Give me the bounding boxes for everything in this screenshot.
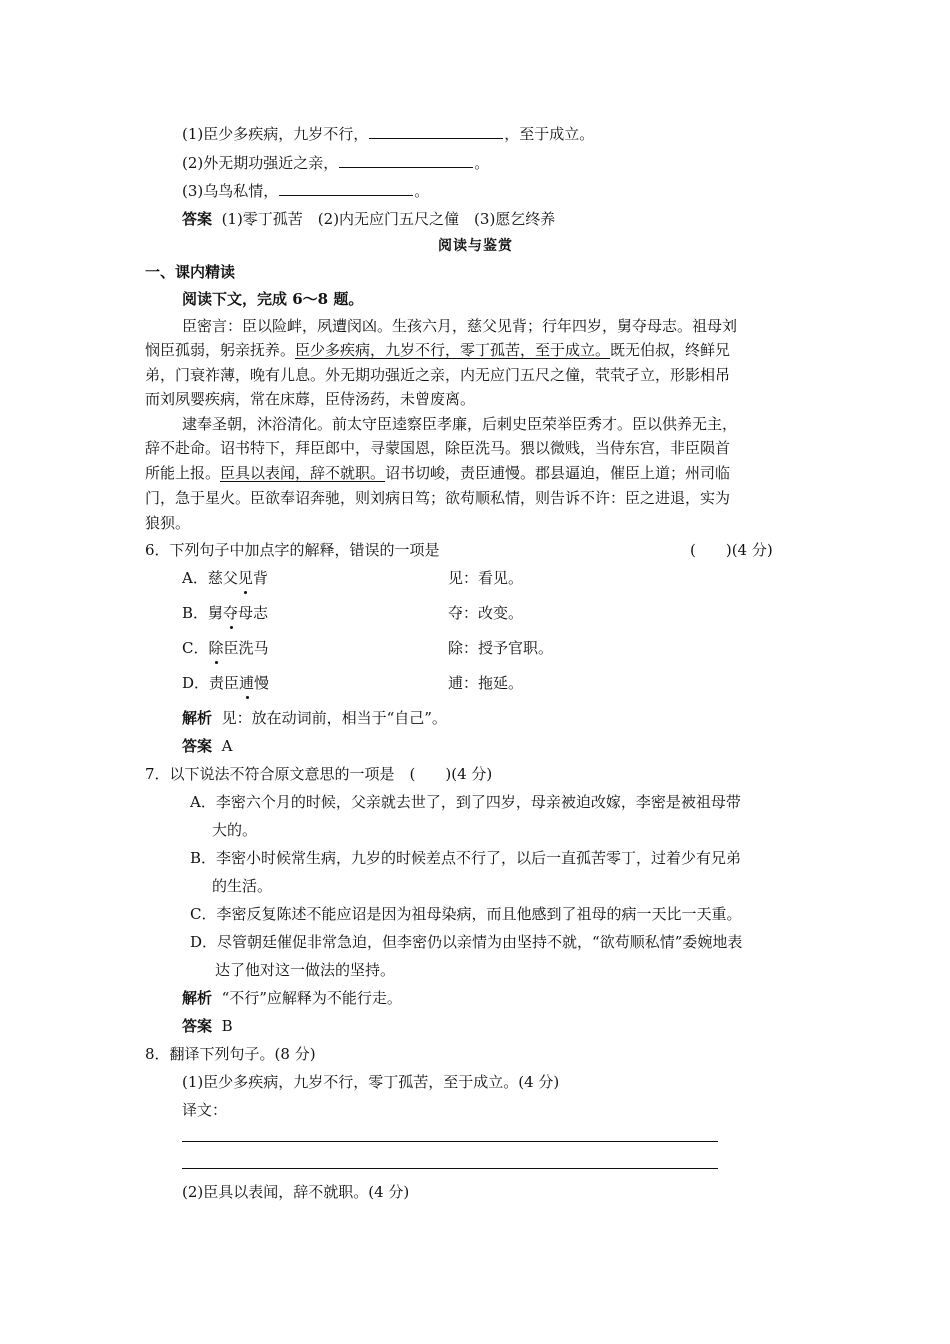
answer-text: (1)零丁孤苦 (2)内无应门五尺之僮 (3)愿乞终养	[221, 210, 556, 228]
analysis-label: 解析	[182, 989, 213, 1007]
passage-text: 悯臣孤弱，躬亲抚养。	[145, 341, 296, 359]
answer-text: B	[221, 1017, 233, 1035]
section-title: 阅读与鉴赏	[438, 238, 513, 254]
answer-text: A	[221, 737, 233, 755]
answer-label: 答案	[182, 1017, 213, 1035]
question-7-analysis	[182, 988, 402, 1008]
option-text: 臣洗马	[223, 639, 269, 657]
question-6-stem: 6．下列句子中加点字的解释，错误的一项是	[145, 541, 440, 559]
part-title: 一、课内精读	[145, 263, 236, 281]
option-text: B．舅	[182, 604, 224, 622]
option-text: 慢	[254, 674, 270, 692]
answer-line[interactable]	[182, 1141, 718, 1142]
passage-line: 门，急于星火。臣欲奉诏奔驰，则刘病日笃；欲苟顺私情，则告诉不许：臣之进退，实为	[145, 489, 731, 507]
option-d[interactable]: D．尽管朝廷催促非常急迫，但李密仍以亲情为由坚持不就，“欲苟顺私情”委婉地表	[190, 933, 743, 951]
fill-item-1	[182, 124, 594, 144]
option-c[interactable]: C．李密反复陈述不能应诏是因为祖母染病，而且他感到了祖母的病一天比一天重。	[190, 905, 742, 923]
passage-text: 所能上报。	[145, 464, 221, 482]
fill-item-1-suffix: ，至于成立。	[504, 125, 595, 143]
translate-sentence-2: (2)臣具以表闻，辞不就职。(4 分)	[182, 1183, 410, 1201]
dotted-character: 除	[208, 639, 224, 657]
option-d[interactable]	[182, 673, 269, 693]
passage-line: 而刘夙婴疾病，常在床蓐，臣侍汤药，未曾废离。	[145, 390, 476, 408]
reading-instruction: 阅读下文，完成 6～8 题。	[182, 290, 364, 308]
answer-label: 答案	[182, 210, 213, 228]
fill-item-3-suffix: 。	[414, 182, 430, 200]
fill-item-3	[182, 181, 429, 201]
option-d-continued: 达了他对这一做法的坚持。	[215, 961, 396, 979]
passage-line: 弟，门衰祚薄，晚有儿息。外无期功强近之亲，内无应门五尺之僮，茕茕孑立，形影相吊	[145, 366, 731, 384]
fill-item-3-prefix: (3)乌鸟私情，	[182, 182, 279, 200]
option-d-explanation: 逋：拖延。	[448, 674, 524, 692]
fill-answer	[182, 209, 555, 229]
analysis-text: 见：放在动词前，相当于“自己”。	[221, 709, 447, 727]
answer-line[interactable]	[182, 1168, 718, 1169]
option-a-continued: 大的。	[212, 821, 258, 839]
question-6-analysis	[182, 708, 447, 728]
passage-line	[145, 340, 730, 360]
question-6-score: ( )(4 分)	[690, 541, 773, 559]
underlined-sentence: 臣具以表闻，辞不就职。	[220, 464, 386, 482]
fill-item-2	[182, 153, 489, 173]
option-b-continued: 的生活。	[212, 877, 273, 895]
option-b[interactable]: B．李密小时候常生病，九岁的时候差点不行了，以后一直孤苦零丁，过着少有兄弟	[190, 849, 742, 867]
option-a[interactable]	[182, 568, 268, 588]
question-6-answer	[182, 736, 232, 756]
option-c[interactable]	[182, 638, 269, 658]
passage-line: 逮奉圣朝，沐浴清化。前太守臣逵察臣孝廉，后刺史臣荣举臣秀才。臣以供养无主，	[182, 415, 738, 433]
answer-label: 答案	[182, 737, 213, 755]
question-7-answer	[182, 1016, 233, 1036]
option-c-explanation: 除：授予官职。	[448, 639, 554, 657]
option-text: C．	[182, 639, 209, 657]
option-text: D．责臣	[182, 674, 240, 692]
option-text: A．慈父	[182, 569, 238, 587]
passage-text: 既无伯叔，终鲜兄	[610, 341, 731, 359]
passage-line	[145, 463, 730, 483]
passage-line: 臣密言：臣以险衅，夙遭闵凶。生孩六月，慈父见背；行年四岁，舅夺母志。祖母刘	[182, 317, 738, 335]
answer-blank[interactable]	[279, 181, 413, 196]
option-a-explanation: 见：看见。	[448, 569, 524, 587]
passage-line: 辞不赴命。诏书特下，拜臣郎中，寻蒙国恩，除臣洗马。猥以微贱，当侍东宫，非臣陨首	[145, 439, 731, 457]
answer-blank[interactable]	[339, 153, 473, 168]
translate-sentence-1: (1)臣少多疾病，九岁不行，零丁孤苦，至于成立。(4 分)	[182, 1073, 560, 1091]
dotted-character: 夺	[223, 604, 239, 622]
option-b-explanation: 夺：改变。	[448, 604, 524, 622]
analysis-label: 解析	[182, 709, 213, 727]
underlined-sentence: 臣少多疾病，九岁不行，零丁孤苦，至于成立。	[295, 341, 611, 359]
passage-line: 狼狈。	[145, 514, 191, 532]
option-a[interactable]: A．李密六个月的时候，父亲就去世了，到了四岁，母亲被迫改嫁，李密是被祖母带	[190, 793, 741, 811]
option-text: 背	[252, 569, 268, 587]
dotted-character: 见	[237, 569, 253, 587]
option-text: 母志	[238, 604, 269, 622]
fill-item-1-prefix: (1)臣少多疾病，九岁不行，	[182, 125, 369, 143]
fill-item-2-suffix: 。	[474, 154, 490, 172]
question-7-stem: 7．以下说法不符合原文意思的一项是 ( )(4 分)	[145, 765, 493, 783]
translation-label: 译文：	[182, 1101, 228, 1119]
answer-blank[interactable]	[369, 124, 503, 139]
passage-text: 诏书切峻，责臣逋慢。郡县逼迫，催臣上道；州司临	[385, 464, 731, 482]
dotted-character: 逋	[239, 674, 255, 692]
fill-item-2-prefix: (2)外无期功强近之亲，	[182, 154, 339, 172]
question-8-stem: 8．翻译下列句子。(8 分)	[145, 1045, 316, 1063]
option-b[interactable]	[182, 603, 268, 623]
analysis-text: “不行”应解释为不能行走。	[221, 989, 402, 1007]
